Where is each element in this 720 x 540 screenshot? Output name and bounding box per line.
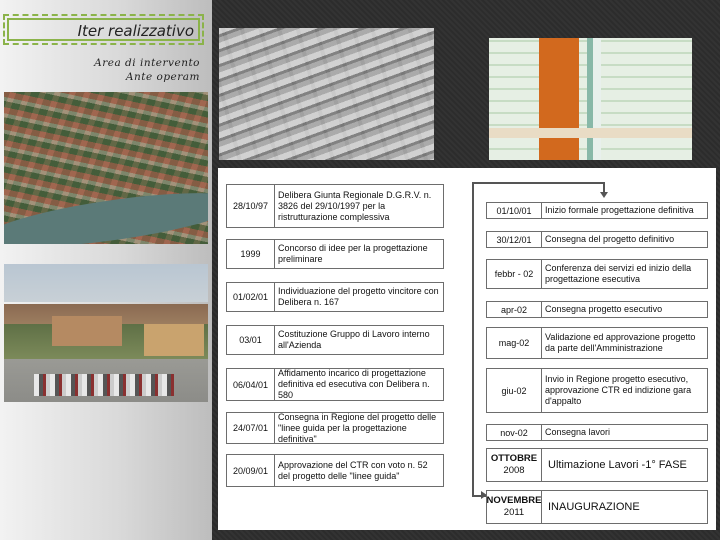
timeline-desc: Affidamento incarico di progettazione definitiva ed esecutiva con Delibera n. 580 [278, 368, 430, 400]
timeline-desc: Approvazione del CTR con voto n. 52 del progetto delle "linee guida" [278, 459, 428, 481]
plan-road [489, 128, 692, 138]
timeline-row [486, 424, 708, 441]
site-plan-image [489, 38, 692, 160]
milestone-desc: Ultimazione Lavori -1° FASE [548, 459, 687, 471]
timeline-desc: Consegna del progetto definitivo [545, 234, 675, 244]
timeline-date: 06/04/01 [227, 369, 275, 400]
milestone-month: OTTOBRE [490, 453, 538, 464]
timeline-desc: Consegna in Regione del progetto delle "linee guida per la progettazione definitiva" [278, 411, 437, 444]
timeline-date: 1999 [227, 240, 275, 268]
milestone-date [487, 449, 542, 481]
aerial-photo [4, 92, 208, 244]
milestone-desc: INAUGURAZIONE [548, 501, 640, 513]
timeline-date: 20/09/01 [227, 455, 275, 486]
arrow-down-icon [600, 192, 608, 198]
timeline-date: 28/10/97 [227, 185, 275, 227]
timeline-row [226, 454, 444, 487]
timeline-row [486, 259, 708, 289]
timeline-row [226, 239, 444, 269]
timeline-desc: Validazione ed approvazione progetto da parte dell'Amministrazione [545, 332, 696, 353]
subtitle-line-1: Area di intervento [94, 57, 200, 69]
building-shape [52, 316, 122, 346]
timeline-row [486, 231, 708, 248]
timeline-row [226, 282, 444, 312]
timeline-desc: Delibera Giunta Regionale D.G.R.V. n. 3826 del 29/10/1997 per la ristrutturazione complessiva [278, 189, 432, 222]
timeline-date: 01/10/01 [487, 203, 542, 218]
milestone-year: 2011 [503, 507, 525, 518]
timeline-panel [218, 168, 716, 530]
timeline-row [486, 301, 708, 318]
timeline-date: 24/07/01 [227, 413, 275, 443]
timeline-row [226, 325, 444, 355]
timeline-date: nov-02 [487, 425, 542, 440]
timeline-date: 30/12/01 [487, 232, 542, 247]
connector-line [472, 182, 474, 496]
parked-cars [34, 374, 174, 396]
milestone-row [486, 490, 708, 524]
building-shape [144, 324, 204, 356]
timeline-date: giu-02 [487, 369, 542, 412]
timeline-desc: Concorso di idee per la progettazione preliminare [278, 243, 428, 264]
river-shape [4, 182, 208, 244]
timeline-row [486, 368, 708, 413]
timeline-desc: Invio in Regione progetto esecutivo, approvazione CTR ed indizione gara d'appalto [545, 374, 692, 406]
timeline-date: 03/01 [227, 326, 275, 354]
timeline-row [226, 412, 444, 444]
connector-line [472, 182, 604, 184]
timeline-date: 01/02/01 [227, 283, 275, 311]
slide-subtitle [94, 56, 200, 84]
timeline-date: apr-02 [487, 302, 542, 317]
milestone-month: NOVEMBRE [486, 495, 542, 506]
timeline-row [486, 202, 708, 219]
milestone-year: 2008 [503, 465, 525, 476]
parking-area-photo [4, 264, 208, 402]
milestone-date [487, 491, 542, 523]
architectural-model-photo [219, 28, 434, 160]
milestone-row [486, 448, 708, 482]
slide-title: Iter realizzativo [3, 14, 204, 45]
timeline-row [226, 184, 444, 228]
timeline-row [486, 327, 708, 359]
timeline-desc: Individuazione del progetto vincitore con Delibera n. 167 [278, 286, 439, 307]
timeline-desc: Costituzione Gruppo di Lavoro interno all'Azienda [278, 329, 430, 350]
timeline-desc: Consegna lavori [545, 427, 611, 437]
timeline-date: mag-02 [487, 328, 542, 358]
timeline-desc: Conferenza dei servizi ed inizio della progettazione esecutiva [545, 263, 692, 284]
timeline-row [226, 368, 444, 401]
timeline-desc: Inizio formale progettazione definitiva [545, 205, 694, 215]
subtitle-line-2: Ante operam [125, 71, 200, 83]
timeline-desc: Consegna progetto esecutivo [545, 304, 663, 314]
timeline-date: febbr - 02 [487, 260, 542, 288]
